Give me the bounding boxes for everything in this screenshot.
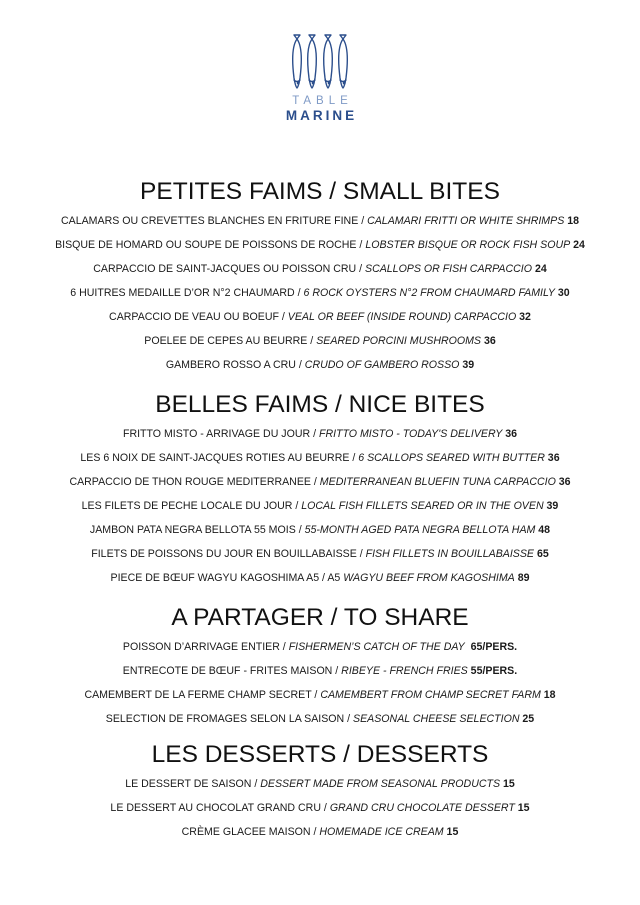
section-desserts bbox=[0, 741, 640, 850]
item-name-fr: POELEE DE CEPES AU BEURRE / bbox=[144, 335, 317, 347]
menu-item bbox=[0, 239, 640, 263]
item-name-fr: BISQUE DE HOMARD OU SOUPE DE POISSONS DE ROCHE / bbox=[55, 239, 366, 251]
item-price: 24 bbox=[532, 263, 547, 275]
menu-item bbox=[0, 826, 640, 850]
menu-item bbox=[0, 335, 640, 359]
item-name-fr: FRITTO MISTO - ARRIVAGE DU JOUR / bbox=[122, 428, 319, 440]
item-name-en: HOMEMADE ICE CREAM bbox=[319, 826, 444, 838]
logo bbox=[0, 34, 640, 123]
item-name-fr: CARPACCIO DE VEAU OU BOEUF / bbox=[109, 311, 288, 323]
item-price: 25 bbox=[519, 713, 535, 725]
item-name-fr: SELECTION DE FROMAGES SELON LA SAISON / bbox=[105, 713, 354, 725]
menu-item bbox=[0, 287, 640, 311]
item-name-en: VEAL OR BEEF (INSIDE ROUND) CARPACCIO bbox=[287, 311, 517, 323]
item-name-fr: LES 6 NOIX DE SAINT-JACQUES ROTIES AU BEURRE / bbox=[80, 452, 359, 464]
menu-item bbox=[0, 689, 640, 713]
menu-item bbox=[0, 713, 640, 737]
item-price: 15 bbox=[443, 826, 459, 838]
section-title: LES DESSERTS / DESSERTS bbox=[151, 741, 489, 768]
menu-item bbox=[0, 802, 640, 826]
menu-item bbox=[0, 524, 640, 548]
item-name-en: SCALLOPS OR FISH CARPACCIO bbox=[365, 263, 532, 275]
item-price: 89 bbox=[514, 572, 530, 584]
menu-list bbox=[0, 778, 640, 850]
item-price: 18 bbox=[564, 215, 579, 227]
item-price: 55/PERS. bbox=[467, 665, 518, 677]
item-name-fr: LE DESSERT DE SAISON / bbox=[125, 778, 261, 790]
item-name-en: LOCAL FISH FILLETS SEARED OR IN THE OVEN bbox=[301, 500, 544, 512]
logo-text-table: TABLE bbox=[292, 95, 353, 107]
item-name-en: 6 SCALLOPS SEARED WITH BUTTER bbox=[358, 452, 545, 464]
section-small-bites bbox=[0, 178, 640, 383]
item-price: 18 bbox=[540, 689, 556, 701]
item-name-fr: CAMEMBERT DE LA FERME CHAMP SECRET / bbox=[84, 689, 321, 701]
item-name-en: FISHERMEN’S CATCH OF THE DAY bbox=[288, 641, 465, 653]
item-name-fr: PIECE DE BŒUF WAGYU KAGOSHIMA A5 / A5 bbox=[110, 572, 344, 584]
menu-item bbox=[0, 665, 640, 689]
section-title: A PARTAGER / TO SHARE bbox=[171, 604, 469, 631]
section-title: PETITES FAIMS / SMALL BITES bbox=[140, 178, 500, 205]
item-name-en: MEDITERRANEAN BLUEFIN TUNA CARPACCIO bbox=[319, 476, 556, 488]
menu-item bbox=[0, 311, 640, 335]
menu-list bbox=[0, 215, 640, 383]
section-nice-bites bbox=[0, 391, 640, 596]
item-price: 30 bbox=[554, 287, 570, 299]
item-name-en: DESSERT MADE FROM SEASONAL PRODUCTS bbox=[260, 778, 501, 790]
item-name-en: CALAMARI FRITTI OR WHITE SHRIMPS bbox=[367, 215, 565, 227]
item-name-fr: GAMBERO ROSSO A CRU / bbox=[165, 359, 305, 371]
item-name-en: CAMEMBERT FROM CHAMP SECRET FARM bbox=[320, 689, 541, 701]
item-name-en: GRAND CRU CHOCOLATE DESSERT bbox=[329, 802, 515, 814]
section-to-share bbox=[0, 604, 640, 737]
menu-item bbox=[0, 215, 640, 239]
item-price: 36 bbox=[502, 428, 518, 440]
item-name-fr: FILETS DE POISSONS DU JOUR EN BOUILLABAISSE / bbox=[91, 548, 366, 560]
menu-list bbox=[0, 428, 640, 596]
item-name-fr: CALAMARS OU CREVETTES BLANCHES EN FRITURE FINE / bbox=[61, 215, 368, 227]
item-name-en: SEARED PORCINI MUSHROOMS bbox=[316, 335, 481, 347]
item-name-fr: CARPACCIO DE SAINT-JACQUES OU POISSON CRU / bbox=[93, 263, 365, 275]
item-name-en: FISH FILLETS IN BOUILLABAISSE bbox=[365, 548, 534, 560]
item-price: 32 bbox=[516, 311, 531, 323]
menu-item bbox=[0, 359, 640, 383]
item-name-en: FRITTO MISTO - TODAY'S DELIVERY bbox=[318, 428, 503, 440]
item-name-en: WAGYU BEEF FROM KAGOSHIMA bbox=[343, 572, 515, 584]
menu-item bbox=[0, 476, 640, 500]
menu-item bbox=[0, 452, 640, 476]
item-price: 15 bbox=[514, 802, 530, 814]
menu-item bbox=[0, 263, 640, 287]
item-name-fr: JAMBON PATA NEGRA BELLOTA 55 MOIS / bbox=[89, 524, 305, 536]
item-name-en: RIBEYE - FRENCH FRIES bbox=[341, 665, 468, 677]
item-price: 15 bbox=[500, 778, 515, 790]
item-price: 65 bbox=[534, 548, 549, 560]
menu-list bbox=[0, 641, 640, 737]
item-name-fr: 6 HUITRES MEDAILLE D’OR N°2 CHAUMARD / bbox=[70, 287, 304, 299]
item-price: 39 bbox=[543, 500, 559, 512]
item-name-fr: CARPACCIO DE THON ROUGE MEDITERRANEE / bbox=[69, 476, 320, 488]
menu-item bbox=[0, 500, 640, 524]
menu-item bbox=[0, 428, 640, 452]
item-price: 39 bbox=[459, 359, 475, 371]
four-sardines-icon bbox=[290, 34, 350, 92]
item-price: 24 bbox=[570, 239, 585, 251]
menu-item bbox=[0, 641, 640, 665]
item-name-fr: ENTRECOTE DE BŒUF - FRITES MAISON / bbox=[122, 665, 342, 677]
logo-text-marine: MARINE bbox=[285, 108, 358, 123]
menu-item bbox=[0, 778, 640, 802]
item-name-en: 55-MONTH AGED PATA NEGRA BELLOTA HAM bbox=[304, 524, 536, 536]
menu-item bbox=[0, 548, 640, 572]
item-name-fr: LES FILETS DE PECHE LOCALE DU JOUR / bbox=[81, 500, 302, 512]
item-price: 48 bbox=[535, 524, 551, 536]
item-price: 36 bbox=[544, 452, 560, 464]
item-name-fr: CRÈME GLACEE MAISON / bbox=[181, 826, 320, 838]
section-title: BELLES FAIMS / NICE BITES bbox=[155, 391, 485, 418]
menu-item bbox=[0, 572, 640, 596]
item-name-en: LOBSTER BISQUE OR ROCK FISH SOUP bbox=[365, 239, 571, 251]
item-name-fr: LE DESSERT AU CHOCOLAT GRAND CRU / bbox=[110, 802, 330, 814]
item-price: 36 bbox=[481, 335, 496, 347]
item-price: 65/PERS. bbox=[464, 641, 518, 653]
item-name-en: 6 ROCK OYSTERS N°2 FROM CHAUMARD FAMILY bbox=[303, 287, 555, 299]
item-name-fr: POISSON D’ARRIVAGE ENTIER / bbox=[122, 641, 289, 653]
item-name-en: SEASONAL CHEESE SELECTION bbox=[353, 713, 520, 725]
item-name-en: CRUDO OF GAMBERO ROSSO bbox=[304, 359, 460, 371]
item-price: 36 bbox=[555, 476, 571, 488]
